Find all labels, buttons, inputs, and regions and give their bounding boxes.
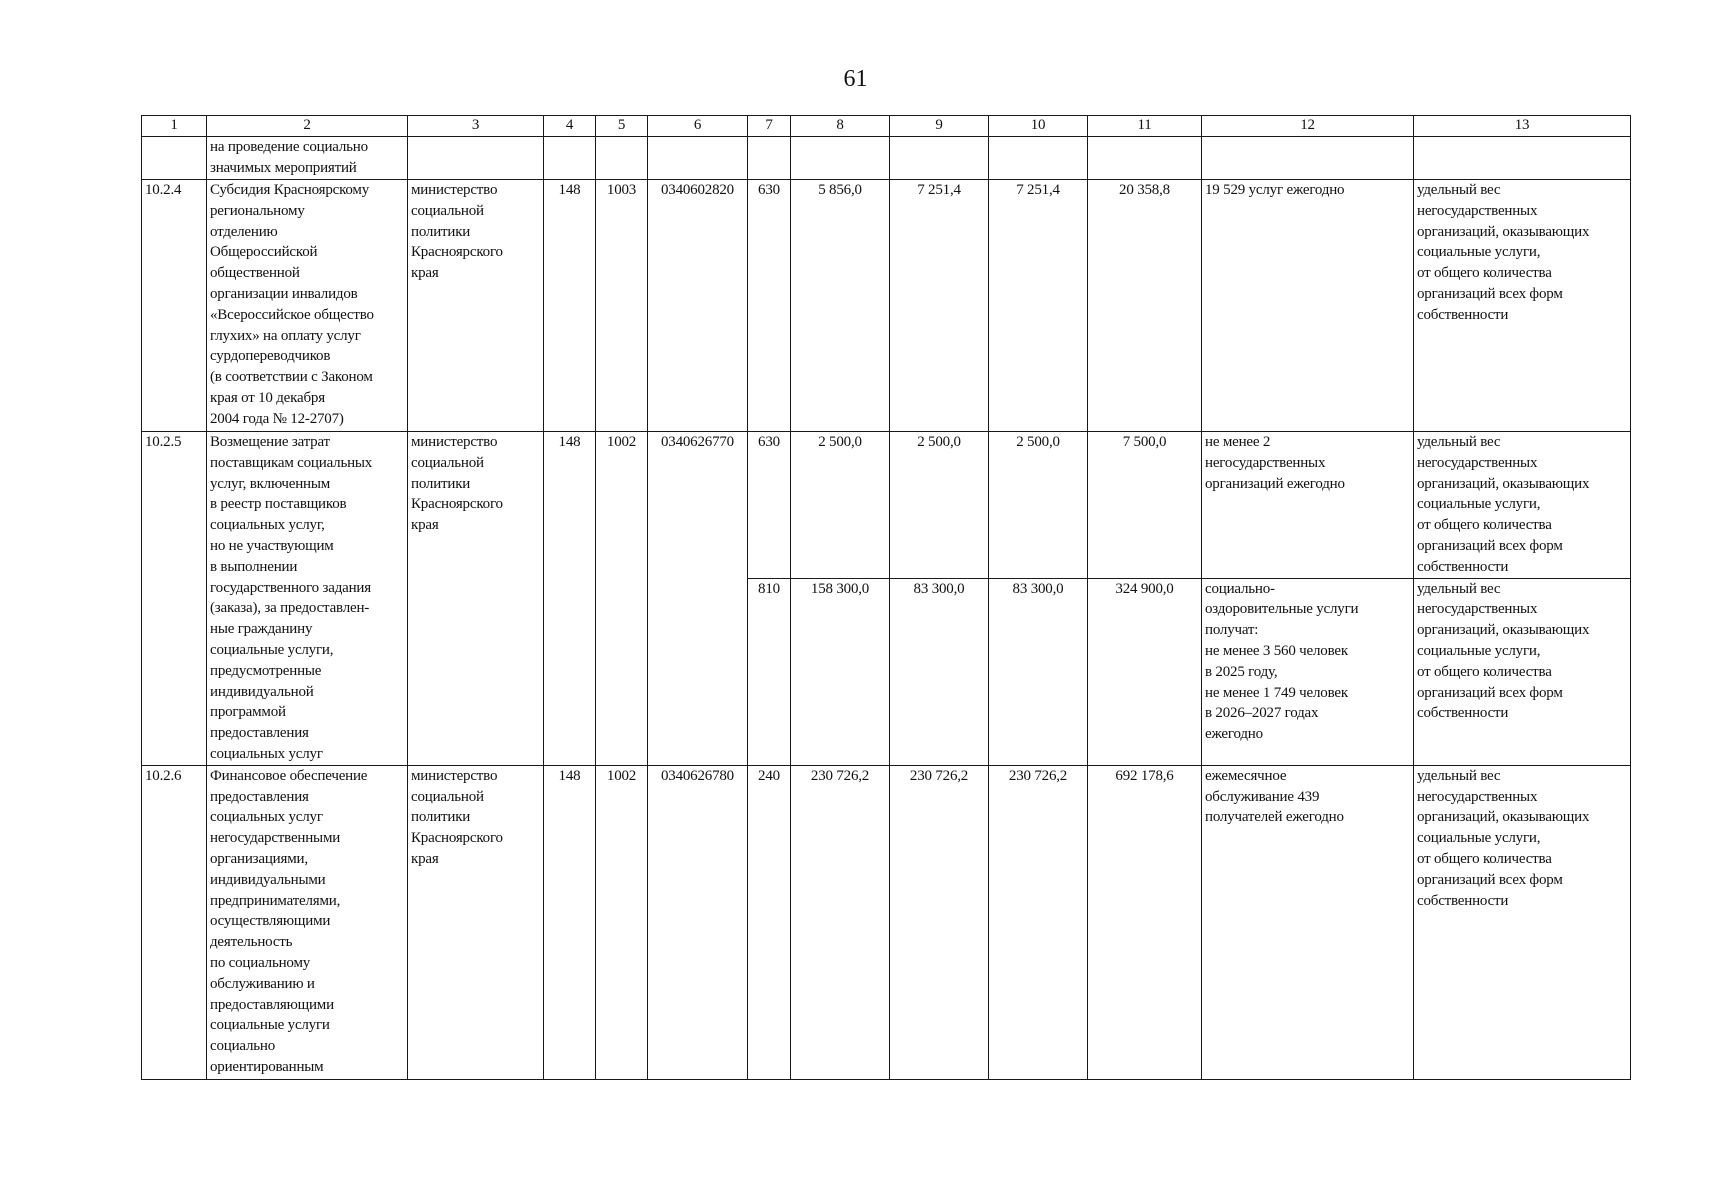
cell-col-13: удельный вес негосударственных организаций, оказывающих социальные услуги, от общего количества организаций всех форм собственности <box>1414 180 1631 432</box>
column-header-4: 4 <box>544 116 596 137</box>
cell-col-11: 324 900,0 <box>1088 578 1202 765</box>
cell-executor: министерство социальной политики Красноярского края <box>408 180 544 432</box>
cell-activity-name: Возмещение затрат поставщикам социальных услуг, включенным в реестр поставщиков социальных услуг, но не участвующим в выполнении государственного задания (заказа), за предоставлен- ные гражданину социальные услуги, предусмотренные индивидуальной программой предоставления социальных услуг <box>207 432 408 766</box>
table-row-10-2-6 <box>142 765 1631 1079</box>
cell-activity-name: Субсидия Красноярскому региональному отделению Общероссийской общественной организации инвалидов «Всероссийское общество глухих» на оплату услуг сурдопереводчиков (в соответствии с Законом края от 10 декабря 2004 года № 12-2707) <box>207 180 408 432</box>
cell-col-8 <box>791 137 890 180</box>
cell-col-9: 230 726,2 <box>890 765 989 1079</box>
column-header-1: 1 <box>142 116 207 137</box>
cell-col-12: 19 529 услуг ежегодно <box>1202 180 1414 432</box>
cell-col-13: удельный вес негосударственных организаций, оказывающих социальные услуги, от общего количества организаций всех форм собственности <box>1414 578 1631 765</box>
cell-col-8: 230 726,2 <box>791 765 890 1079</box>
column-header-11: 11 <box>1088 116 1202 137</box>
cell-number: 10.2.6 <box>142 765 207 1079</box>
cell-executor <box>408 137 544 180</box>
cell-col-6 <box>648 137 748 180</box>
cell-col-4: 148 <box>544 432 596 766</box>
column-header-2: 2 <box>207 116 408 137</box>
cell-col-9: 2 500,0 <box>890 432 989 579</box>
column-header-6: 6 <box>648 116 748 137</box>
cell-col-10 <box>989 137 1088 180</box>
cell-col-6: 0340602820 <box>648 180 748 432</box>
cell-col-4: 148 <box>544 180 596 432</box>
cell-col-6: 0340626780 <box>648 765 748 1079</box>
cell-col-13: удельный вес негосударственных организаций, оказывающих социальные услуги, от общего количества организаций всех форм собственности <box>1414 432 1631 579</box>
cell-col-7: 630 <box>748 180 791 432</box>
column-header-12: 12 <box>1202 116 1414 137</box>
cell-col-12: ежемесячное обслуживание 439 получателей ежегодно <box>1202 765 1414 1079</box>
cell-col-7 <box>748 137 791 180</box>
cell-col-11: 692 178,6 <box>1088 765 1202 1079</box>
cell-col-7: 810 <box>748 578 791 765</box>
cell-col-5: 1003 <box>596 180 648 432</box>
cell-col-7: 240 <box>748 765 791 1079</box>
cell-number: 10.2.5 <box>142 432 207 766</box>
column-header-9: 9 <box>890 116 989 137</box>
program-activities-table <box>141 115 1631 1080</box>
cell-col-7: 630 <box>748 432 791 579</box>
cell-col-12: социально- оздоровительные услуги получат: не менее 3 560 человек в 2025 году, не менее 1 749 человек в 2026–2027 годах ежегодно <box>1202 578 1414 765</box>
column-header-3: 3 <box>408 116 544 137</box>
cell-col-9 <box>890 137 989 180</box>
column-header-10: 10 <box>989 116 1088 137</box>
table-row-10-2-5a <box>142 432 1631 579</box>
cell-col-12: не менее 2 негосударственных организаций ежегодно <box>1202 432 1414 579</box>
cell-col-9: 7 251,4 <box>890 180 989 432</box>
column-header-5: 5 <box>596 116 648 137</box>
cell-col-13: удельный вес негосударственных организаций, оказывающих социальные услуги, от общего количества организаций всех форм собственности <box>1414 765 1631 1079</box>
cell-col-8: 2 500,0 <box>791 432 890 579</box>
column-header-13: 13 <box>1414 116 1631 137</box>
cell-col-9: 83 300,0 <box>890 578 989 765</box>
cell-executor: министерство социальной политики Красноярского края <box>408 432 544 766</box>
cell-executor: министерство социальной политики Красноярского края <box>408 765 544 1079</box>
cell-col-8: 158 300,0 <box>791 578 890 765</box>
cell-number: 10.2.4 <box>142 180 207 432</box>
column-header-8: 8 <box>791 116 890 137</box>
table-row-10-2-4 <box>142 180 1631 432</box>
cell-number <box>142 137 207 180</box>
cell-col-8: 5 856,0 <box>791 180 890 432</box>
cell-col-5 <box>596 137 648 180</box>
cell-col-12 <box>1202 137 1414 180</box>
cell-col-10: 230 726,2 <box>989 765 1088 1079</box>
table-row-continuation <box>142 137 1631 180</box>
cell-col-10: 7 251,4 <box>989 180 1088 432</box>
page-number: 61 <box>843 66 868 92</box>
cell-col-13 <box>1414 137 1631 180</box>
cell-col-4 <box>544 137 596 180</box>
cell-col-10: 2 500,0 <box>989 432 1088 579</box>
column-number-row <box>142 116 1631 137</box>
cell-col-6: 0340626770 <box>648 432 748 766</box>
cell-col-4: 148 <box>544 765 596 1079</box>
cell-col-5: 1002 <box>596 432 648 766</box>
cell-col-11 <box>1088 137 1202 180</box>
cell-activity-name: на проведение социально значимых мероприятий <box>207 137 408 180</box>
cell-col-11: 7 500,0 <box>1088 432 1202 579</box>
cell-activity-name: Финансовое обеспечение предоставления социальных услуг негосударственными организациями, индивидуальными предпринимателями, осуществляющими деятельность по социальному обслуживанию и предоставляющими социальные услуги социально ориентированным <box>207 765 408 1079</box>
column-header-7: 7 <box>748 116 791 137</box>
cell-col-11: 20 358,8 <box>1088 180 1202 432</box>
table-header <box>142 116 1631 137</box>
cell-col-10: 83 300,0 <box>989 578 1088 765</box>
cell-col-5: 1002 <box>596 765 648 1079</box>
